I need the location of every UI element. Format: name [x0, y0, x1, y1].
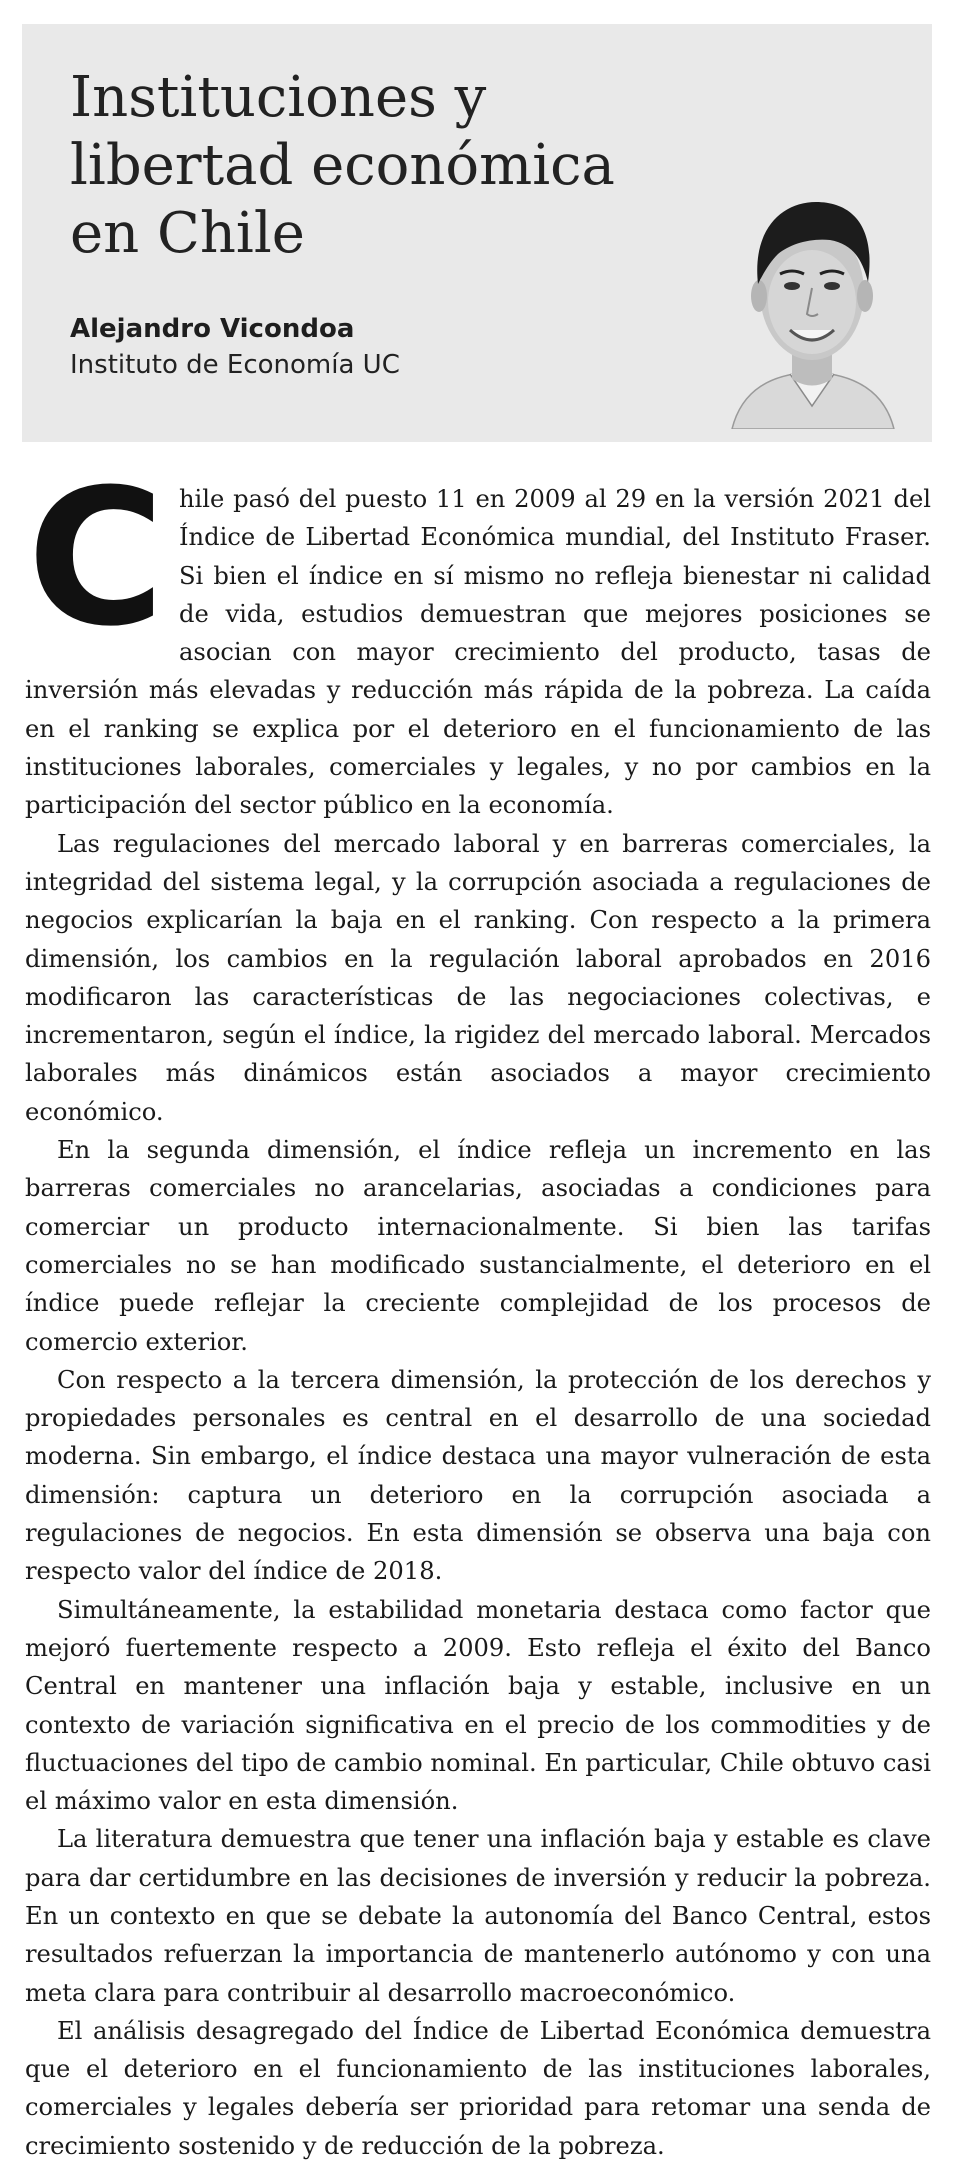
author-portrait [712, 174, 912, 429]
article-paragraph: Las regulaciones del mercado laboral y en barreras comerciales, la integridad del sistema legal, y la corrupción asociada a regulaciones de negocios explicarían la baja en el ranking. Con respecto a la primera dimensión, los cambios en la regulación laboral aprobados en 2016 modificaron las características de las negociaciones colectivas, e incrementaron, según el índice, la rigidez del mercado laboral. Mercados laborales más dinámicos están asociados a mayor crecimiento económico. [25, 829, 931, 1126]
author-institution: Instituto de Economía UC [70, 350, 400, 380]
article-paragraph: En la segunda dimensión, el índice refleja un incremento en las barreras comerciales no arancelarias, asociadas a condiciones para comerciar un producto internacionalmente. Si bien las tarifas comerciales no se han modificado sustancialmente, el deterioro en el índice puede reflejar la creciente complejidad de los procesos de comercio exterior. [25, 1136, 931, 1356]
article-body [25, 449, 931, 2165]
drop-cap: C [27, 449, 165, 668]
article-paragraph: El análisis desagregado del Índice de Libertad Económica demuestra que el deterioro en el funcionamiento de las instituciones laborales, comerciales y legales debería ser prioridad para retomar una senda de crecimiento sostenido y de reducción de la pobreza. [25, 2016, 931, 2160]
article-header [22, 24, 932, 442]
article-title: Instituciones y libertad económica en Chile [70, 65, 615, 266]
article-paragraph: Con respecto a la tercera dimensión, la protección de los derechos y propiedades personales es central en el desarrollo de una sociedad moderna. Sin embargo, el índice destaca una mayor vulneración de esta dimensión: captura un deterioro en la corrupción asociada a regulaciones de negocios. En esta dimensión se observa una baja con respecto valor del índice de 2018. [25, 1365, 931, 1586]
article-paragraph: La literatura demuestra que tener una inflación baja y estable es clave para dar certidumbre en las decisiones de inversión y reducir la pobreza. En un contexto en que se debate la autonomía del Banco Central, estos resultados refuerzan la importancia de mantenerlo autónomo y con una meta clara para contribuir al desarrollo macroeconómico. [25, 1825, 931, 2007]
paragraph-text: hile pasó del puesto 11 en 2009 al 29 en la versión 2021 del Índice de Libertad Económica mundial, del Instituto Fraser. Si bien el índice en sí mismo no refleja bienestar ni calidad de vida, estudios demuestran que mejores posiciones se asocian con mayor crecimiento del producto, tasas de inversión más elevadas y reducción más rápida de la pobreza. La caída en el ranking se explica por el deterioro en el funcionamiento de las instituciones laborales, comerciales y legales, y no por cambios en la participación del sector público en la economía. [25, 485, 931, 820]
article-paragraph: Simultáneamente, la estabilidad monetaria destaca como factor que mejoró fuertemente respecto a 2009. Esto refleja el éxito del Banco Central en mantener una inflación baja y estable, inclusive en un contexto de variación significativa en el precio de los commodities y de fluctuaciones del tipo de cambio nominal. En particular, Chile obtuvo casi el máximo valor en esta dimensión. [25, 1595, 931, 1816]
article-paragraph [25, 449, 931, 825]
author-name: Alejandro Vicondoa [70, 314, 355, 344]
